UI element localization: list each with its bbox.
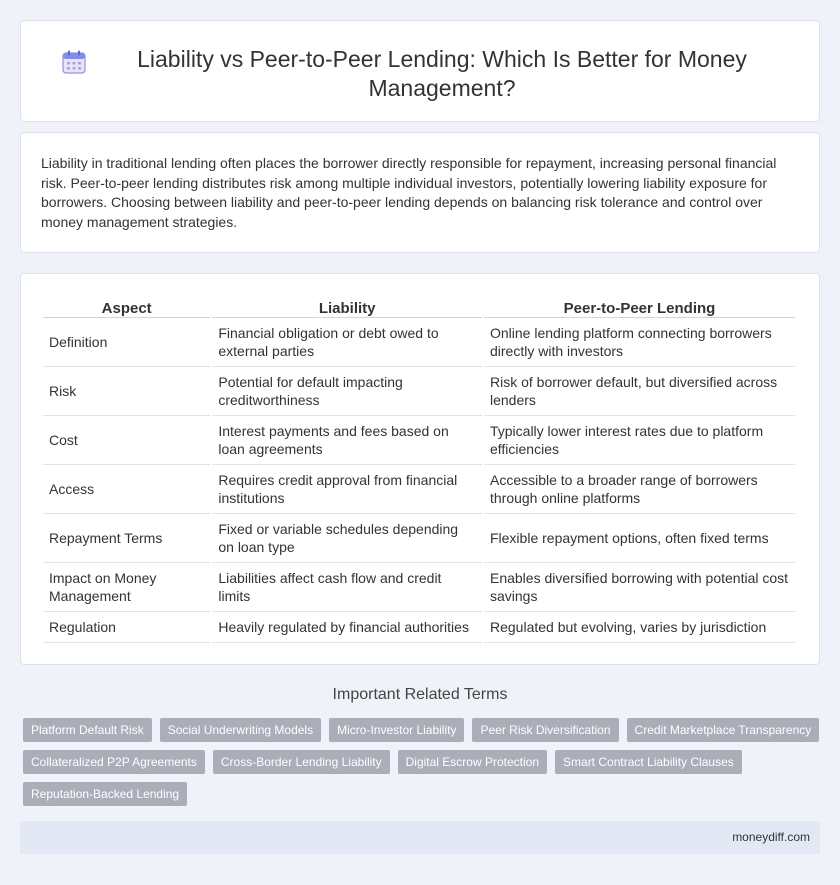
row-aspect: Cost xyxy=(43,416,210,465)
comparison-table xyxy=(41,296,797,643)
row-p2p: Risk of borrower default, but diversified across lenders xyxy=(484,367,795,416)
row-p2p: Regulated but evolving, varies by jurisdiction xyxy=(484,612,795,643)
header-aspect: Aspect xyxy=(43,296,210,318)
table-row xyxy=(43,367,795,416)
row-liability: Financial obligation or debt owed to external parties xyxy=(212,318,482,367)
header-liability: Liability xyxy=(212,296,482,318)
page-title: Liability vs Peer-to-Peer Lending: Which Is Better for Money Management? xyxy=(137,46,747,101)
header-p2p: Peer-to-Peer Lending xyxy=(484,296,795,318)
intro-card xyxy=(20,132,820,253)
related-term-tag[interactable]: Platform Default Risk xyxy=(23,718,152,742)
footer-site-link[interactable]: moneydiff.com xyxy=(732,830,810,844)
related-term-tag[interactable]: Cross-Border Lending Liability xyxy=(213,750,390,774)
related-term-tag[interactable]: Reputation-Backed Lending xyxy=(23,782,187,806)
table-row xyxy=(43,563,795,612)
related-term-tag[interactable]: Digital Escrow Protection xyxy=(398,750,547,774)
calendar-icon xyxy=(61,49,87,75)
intro-paragraph: Liability in traditional lending often places the borrower directly responsible for repayment, increasing personal financial risk. Peer-to-peer lending distributes risk among multiple individual investors, potentially lowering liability exposure for borrowers. Choosing between liability and peer-to-peer lending depends on balancing risk tolerance and control over money management strategies. xyxy=(41,155,777,230)
table-row xyxy=(43,416,795,465)
related-term-tag[interactable]: Smart Contract Liability Clauses xyxy=(555,750,742,774)
row-p2p: Accessible to a broader range of borrowers through online platforms xyxy=(484,465,795,514)
row-liability: Heavily regulated by financial authorities xyxy=(212,612,482,643)
row-p2p: Online lending platform connecting borrowers directly with investors xyxy=(484,318,795,367)
row-aspect: Repayment Terms xyxy=(43,514,210,563)
title-card xyxy=(20,20,820,122)
row-liability: Requires credit approval from financial institutions xyxy=(212,465,482,514)
table-header-row xyxy=(43,296,795,318)
row-liability: Potential for default impacting creditworthiness xyxy=(212,367,482,416)
related-terms-title: Important Related Terms xyxy=(332,686,508,703)
related-term-tag[interactable]: Peer Risk Diversification xyxy=(472,718,618,742)
table-row xyxy=(43,318,795,367)
row-liability: Liabilities affect cash flow and credit limits xyxy=(212,563,482,612)
table-row xyxy=(43,465,795,514)
row-liability: Fixed or variable schedules depending on loan type xyxy=(212,514,482,563)
table-row xyxy=(43,612,795,643)
related-term-tag[interactable]: Micro-Investor Liability xyxy=(329,718,464,742)
row-aspect: Access xyxy=(43,465,210,514)
title-wrap xyxy=(21,21,819,103)
row-aspect: Impact on Money Management xyxy=(43,563,210,612)
row-aspect: Definition xyxy=(43,318,210,367)
row-aspect: Regulation xyxy=(43,612,210,643)
table-row xyxy=(43,514,795,563)
row-p2p: Enables diversified borrowing with potential cost savings xyxy=(484,563,795,612)
related-term-tag[interactable]: Credit Marketplace Transparency xyxy=(627,718,820,742)
row-liability: Interest payments and fees based on loan agreements xyxy=(212,416,482,465)
row-aspect: Risk xyxy=(43,367,210,416)
related-term-tag[interactable]: Social Underwriting Models xyxy=(160,718,321,742)
related-terms-list xyxy=(23,718,823,806)
comparison-card xyxy=(20,273,820,665)
row-p2p: Flexible repayment options, often fixed terms xyxy=(484,514,795,563)
row-p2p: Typically lower interest rates due to platform efficiencies xyxy=(484,416,795,465)
footer xyxy=(20,821,820,854)
related-term-tag[interactable]: Collateralized P2P Agreements xyxy=(23,750,205,774)
